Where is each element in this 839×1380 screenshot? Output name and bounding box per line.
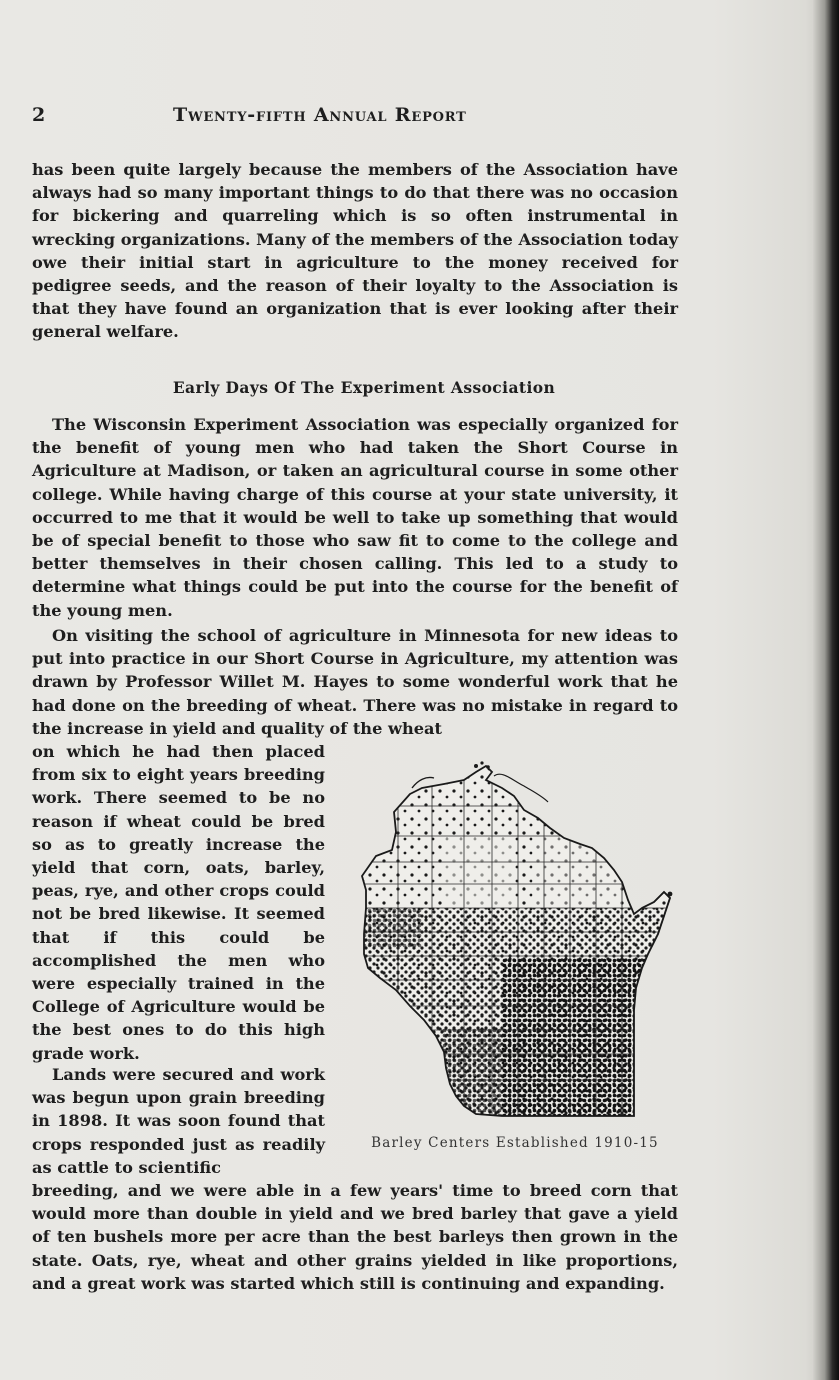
page-header xyxy=(32,104,552,130)
book-binding-edge xyxy=(813,0,839,1380)
paragraph-welfare: has been quite largely because the members of the Association have always had so many important things to do that there was no occasion for bickering and quarreling which is so often instrumental in wrecking organizations. Many of the members of the Association today owe their initial start in agriculture to the money received for pedigree seeds, and the reason of their loyalty to the Association is that they have found an organization that is ever looking after their general welfare. xyxy=(32,160,678,342)
paragraph-grain-breeding-continued: breeding, and we were able in a few years' time to breed corn that would more than double in yield and we bred barley that gave a yield of ten bushels more per acre than the best barleys then grown in the state. Oats, rye, wheat and other grains yielded in like proportions, and a great work was started which still is continuing and expanding. xyxy=(32,1181,678,1293)
section-heading: Early Days Of The Experiment Association xyxy=(172,378,556,397)
paragraph-grain-breeding: Lands were secured and work was begun upon grain breeding in 1898. It was soon found that crops responded just as readily as cattle to scientific xyxy=(32,1065,325,1177)
paragraph-minnesota: On visiting the school of agriculture in Minnesota for new ideas to put into practice in our Short Course in Agriculture, my attention was drawn by Professor Willet M. Hayes to some wonderful work that he had done on the breeding of wheat. There was no mistake in regard to the increase in yield and quality of the wheat xyxy=(32,626,678,738)
page-number: 2 xyxy=(32,104,46,126)
figure-caption: Barley Centers Established 1910-15 xyxy=(371,1135,659,1151)
paragraph-organization: The Wisconsin Experiment Association was especially organized for the benefit of young men who had taken the Short Course in Agriculture at Madison, or taken an agricultural course in some other college. While having charge of this course at your state university, it occurred to me that it would be well to take up something that would be of special benefit to those who saw fit to come to the college and better themselves in their chosen calling. This led to a study to determine what things could be put into the course for the benefit of the young men. xyxy=(32,415,678,620)
running-title: Twenty-fifth Annual Report xyxy=(173,104,467,126)
paragraph-minnesota-continued: on which he had then placed from six to eight years breeding work. There seemed to be no reason if wheat could be bred so as to greatly increase the yield that corn, oats, barley, peas, rye, and other crops could not be bred likewise. It seemed that if this could be accomplished the men who were especially trained in the College of Agriculture would be the best ones to do this high grade work. xyxy=(32,742,325,1063)
wisconsin-map-image xyxy=(352,758,678,1128)
barley-map-figure xyxy=(352,758,678,1162)
